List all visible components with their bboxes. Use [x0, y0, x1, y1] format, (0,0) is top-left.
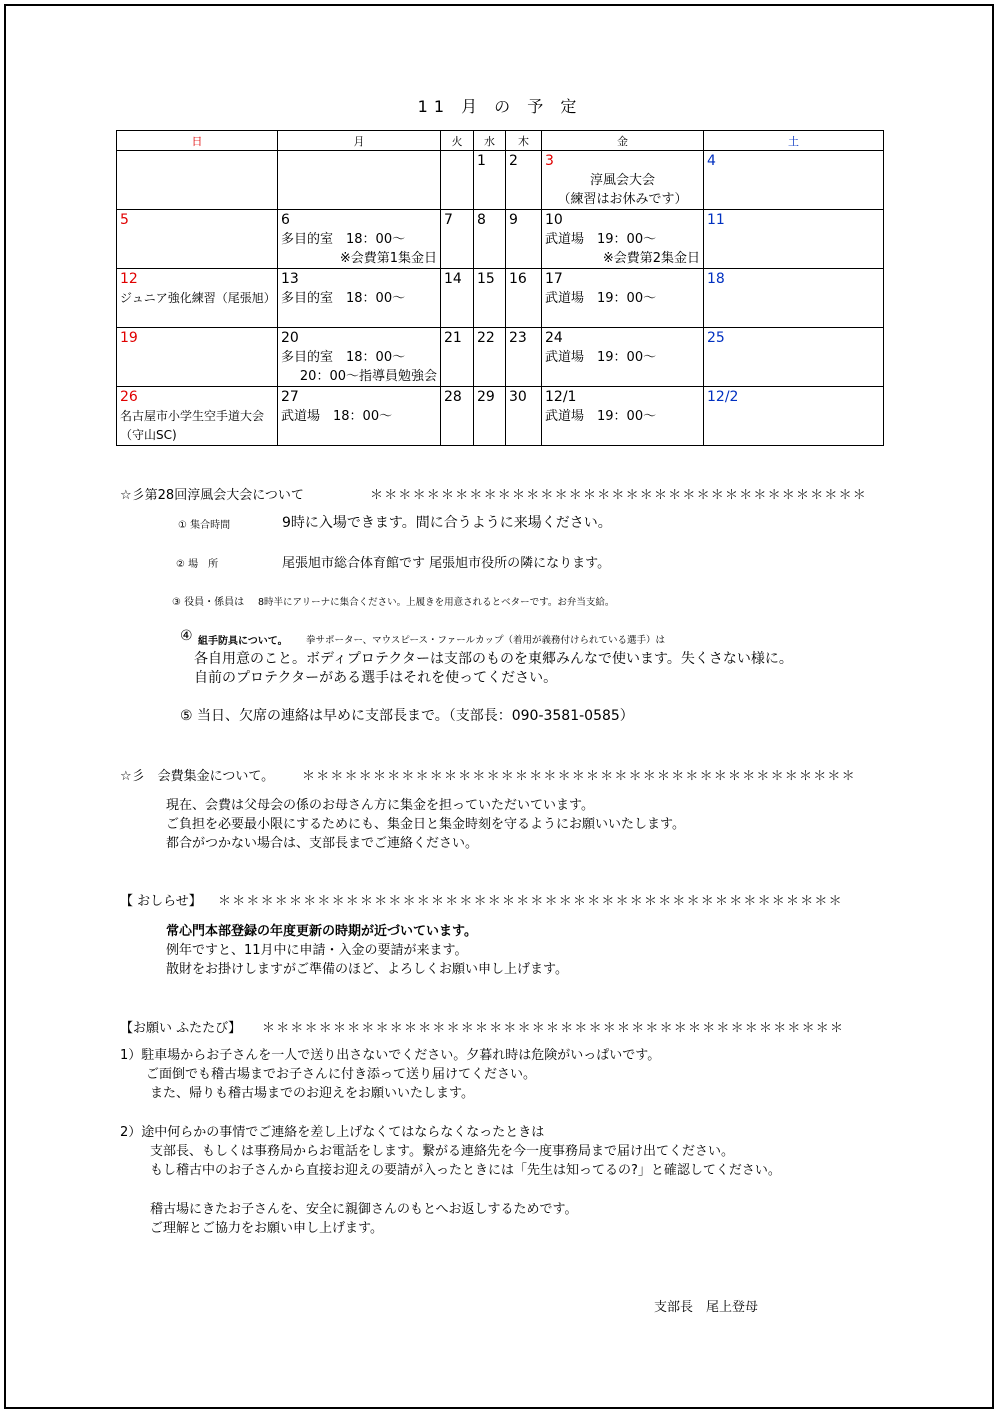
day-event: 武道場 18：00～: [281, 409, 393, 424]
day-cell: [117, 328, 278, 387]
day-number: 20: [281, 330, 299, 346]
day-number: 1: [477, 153, 486, 169]
day-cell: [441, 328, 474, 387]
day-event: 多目的室 18：00～: [281, 291, 406, 306]
section3-stars: ＊＊＊＊＊＊＊＊＊＊＊＊＊＊＊＊＊＊＊＊＊＊＊＊＊＊＊＊＊＊＊＊＊＊＊＊＊＊＊＊＊＊＊＊: [218, 894, 843, 909]
item4-line1: 各自用意のこと。ボディプロテクターは支部のものを東郷みんなで使います。失くさない様に。: [194, 651, 793, 667]
day-cell: [474, 151, 506, 210]
day-number: 12: [120, 271, 138, 287]
notice-item-1-line: ご面倒でも稽古場までお子さんに付き添って送り届けてください。: [146, 1067, 537, 1082]
section3-line: 散財をお掛けしますがご準備のほど、よろしくお願い申し上げます。: [166, 962, 568, 977]
day-event: 名古屋市小学生空手道大会: [120, 409, 265, 423]
item5-text: ⑤ 当日、欠席の連絡は早めに支部長まで。（支部長：090-3581-0585）: [180, 708, 634, 724]
day-cell: [506, 328, 542, 387]
day-cell: [506, 151, 542, 210]
day-cell: [441, 387, 474, 446]
section2-line: 都合がつかない場合は、支部長までご連絡ください。: [166, 836, 479, 851]
day-number: 13: [281, 271, 299, 287]
day-number: 9: [509, 212, 518, 228]
item2-label: ② 場 所: [176, 559, 219, 570]
item4-line2: 自前のプロテクターがある選手はそれを使ってください。: [194, 670, 558, 686]
weekday-sun: 日: [117, 131, 278, 151]
day-cell: [506, 387, 542, 446]
day-cell: [542, 328, 704, 387]
section2-line: 現在、会費は父母会の係のお母さん方に集金を担っていただいています。: [166, 798, 594, 813]
notice-item-2: 2）途中何らかの事情でご連絡を差し上げなくてはならなくなったときは: [120, 1125, 545, 1140]
day-event: 多目的室 18：00～: [281, 232, 406, 247]
day-event: 多目的室 18：00～: [281, 350, 406, 365]
item1-label: ① 集合時間: [178, 520, 231, 531]
day-cell: [474, 269, 506, 328]
day-number: 15: [477, 271, 495, 287]
section4-heading: 【お願い ふたたび】: [120, 1021, 242, 1036]
day-cell: [474, 328, 506, 387]
day-cell-empty: [441, 151, 474, 210]
day-cell: [117, 210, 278, 269]
calendar-week-5: [117, 387, 884, 446]
day-cell: [278, 269, 441, 328]
section3-line: 例年ですと、11月中に申請・入金の要請が来ます。: [166, 943, 468, 958]
item3-label: ③ 役員・係員は: [172, 597, 245, 608]
day-number: 30: [509, 389, 527, 405]
section4-stars: ＊＊＊＊＊＊＊＊＊＊＊＊＊＊＊＊＊＊＊＊＊＊＊＊＊＊＊＊＊＊＊＊＊＊＊＊＊＊＊＊＊: [262, 1021, 845, 1036]
day-number: 28: [444, 389, 462, 405]
calendar-table: [116, 130, 884, 446]
calendar-week-4: [117, 328, 884, 387]
day-event: 淳風会大会: [589, 173, 655, 188]
day-cell: [704, 387, 884, 446]
day-cell-empty: [278, 151, 441, 210]
day-cell: [506, 210, 542, 269]
day-cell: [278, 328, 441, 387]
day-number: 14: [444, 271, 462, 287]
closing-line: ご理解とご協力をお願い申し上げます。: [150, 1221, 383, 1236]
day-number: 19: [120, 330, 138, 346]
day-note: ※会費第1集金日: [339, 251, 437, 266]
day-cell: [474, 210, 506, 269]
section2-stars: ＊＊＊＊＊＊＊＊＊＊＊＊＊＊＊＊＊＊＊＊＊＊＊＊＊＊＊＊＊＊＊＊＊＊＊＊＊＊＊: [302, 769, 856, 784]
notice-item-2-line: もし稽古中のお子さんから直接お迎えの要請が入ったときには「先生は知ってるの?」と確認してください。: [150, 1163, 781, 1178]
weekday-mon: 月: [278, 131, 441, 151]
day-number: 17: [545, 271, 563, 287]
item4-sublabel: 拳サポーター、マウスピース・ファールカップ（着用が義務付けられている選手）は: [306, 635, 666, 646]
item4-number: ④: [180, 628, 193, 644]
calendar-week-2: [117, 210, 884, 269]
day-note: ※会費第2集金日: [602, 251, 700, 266]
notice-item-1-line: また、帰りも稽古場までのお迎えをお願いいたします。: [150, 1086, 474, 1101]
section2-line: ご負担を必要最小限にするためにも、集金日と集金時刻を守るようにお願いいたします。: [166, 817, 685, 832]
weekday-header-row: [117, 131, 884, 151]
weekday-thu: 木: [506, 131, 542, 151]
day-number: 8: [477, 212, 486, 228]
day-number: 18: [707, 271, 725, 287]
day-cell: [704, 269, 884, 328]
day-cell: [278, 210, 441, 269]
day-cell: [474, 387, 506, 446]
day-number: 6: [281, 212, 290, 228]
weekday-sat: 土: [704, 131, 884, 151]
section3-lead: 常心門本部登録の年度更新の時期が近づいています。: [166, 924, 477, 939]
day-number: 12/1: [545, 389, 577, 405]
weekday-fri: 金: [542, 131, 704, 151]
day-cell: [441, 269, 474, 328]
section1-stars: ＊＊＊＊＊＊＊＊＊＊＊＊＊＊＊＊＊＊＊＊＊＊＊＊＊＊＊＊＊＊＊＊＊＊＊: [370, 488, 868, 503]
day-cell-empty: [117, 151, 278, 210]
day-cell: [542, 387, 704, 446]
day-number: 7: [444, 212, 453, 228]
day-note: （練習はお休みです）: [557, 192, 688, 207]
closing-line: 稽古場にきたお子さんを、安全に親御さんのもとへお返しするためです。: [150, 1202, 578, 1217]
day-event: 武道場 19：00～: [545, 350, 657, 365]
notice-item-2-line: 支部長、もしくは事務局からお電話をします。繋がる連絡先を今一度事務局まで届け出てください。: [150, 1144, 734, 1159]
section2-heading: ☆彡 会費集金について。: [120, 769, 275, 784]
weekday-tue: 火: [441, 131, 474, 151]
day-cell: [542, 269, 704, 328]
calendar-week-1: [117, 151, 884, 210]
section1-heading: ☆彡第28回淳風会大会について: [120, 488, 304, 503]
day-cell: [704, 210, 884, 269]
day-number: 24: [545, 330, 563, 346]
signature: 支部長 尾上登母: [654, 1300, 759, 1315]
day-cell: [278, 387, 441, 446]
day-cell: [542, 210, 704, 269]
day-cell: [506, 269, 542, 328]
day-number: 4: [707, 153, 716, 169]
day-cell: [542, 151, 704, 210]
day-event: 武道場 19：00～: [545, 232, 657, 247]
day-number: 29: [477, 389, 495, 405]
day-number: 11: [707, 212, 725, 228]
day-number: 26: [120, 389, 138, 405]
day-note: 20：00～指導員勉強会: [299, 369, 437, 384]
day-event: 武道場 19：00～: [545, 409, 657, 424]
item4-label: 組手防具について。: [198, 636, 288, 647]
day-cell: [704, 328, 884, 387]
day-number: 27: [281, 389, 299, 405]
day-cell: [117, 269, 278, 328]
day-note: （守山SC): [120, 428, 177, 442]
day-cell: [704, 151, 884, 210]
day-number: 10: [545, 212, 563, 228]
day-cell: [117, 387, 278, 446]
weekday-wed: 水: [474, 131, 506, 151]
notice-item-1: 1）駐車場からお子さんを一人で送り出さないでください。夕暮れ時は危険がいっぱいです。: [120, 1048, 661, 1063]
day-number: 16: [509, 271, 527, 287]
day-cell: [441, 210, 474, 269]
day-number: 3: [545, 153, 554, 169]
page-title: 11 月 の 予 定: [417, 97, 583, 116]
day-event: ジュニア強化練習（尾張旭）: [120, 291, 276, 305]
day-number: 5: [120, 212, 129, 228]
day-event: 武道場 19：00～: [545, 291, 657, 306]
section3-heading: 【 おしらせ】: [120, 894, 202, 909]
item1-text: 9時に入場できます。間に合うように来場ください。: [282, 515, 612, 531]
day-number: 23: [509, 330, 527, 346]
calendar-week-3: [117, 269, 884, 328]
item3-text: 8時半にアリーナに集合ください。上履きを用意されるとベターです。お弁当支給。: [258, 597, 615, 608]
day-number: 21: [444, 330, 462, 346]
day-number: 25: [707, 330, 725, 346]
day-number: 12/2: [707, 389, 739, 405]
item2-text: 尾張旭市総合体育館です 尾張旭市役所の隣になります。: [282, 556, 611, 571]
day-number: 2: [509, 153, 518, 169]
day-number: 22: [477, 330, 495, 346]
